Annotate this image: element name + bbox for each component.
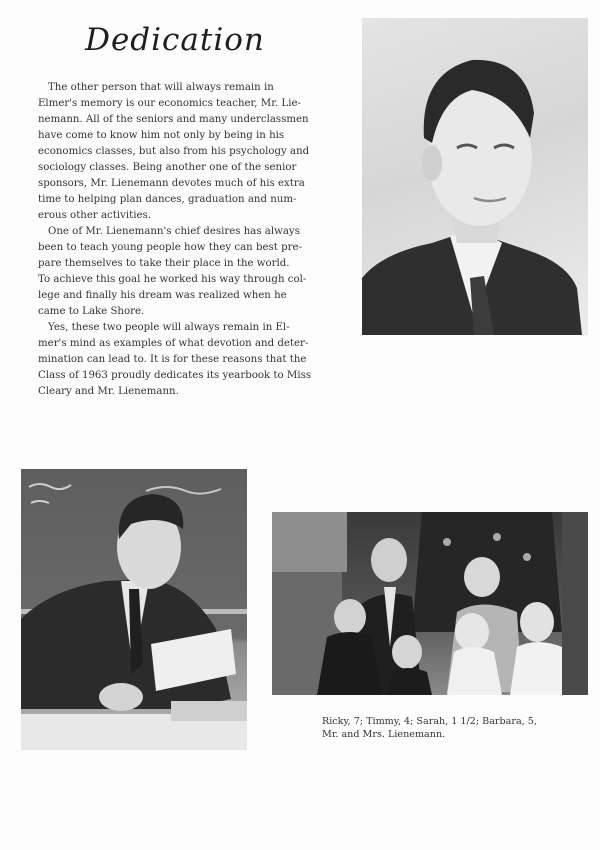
- text-line: One of Mr. Lienemann's chief desires has always: [48, 226, 300, 237]
- text-line: To achieve this goal he worked his way through col-: [38, 274, 307, 285]
- classroom-photo: [21, 469, 247, 750]
- text-line: sponsors, Mr. Lienemann devotes much of his extra: [38, 178, 305, 189]
- text-line: Class of 1963 proudly dedicates its yearbook to Miss: [38, 370, 312, 381]
- family-photo: [272, 512, 588, 695]
- text-line: came to Lake Shore.: [38, 306, 145, 317]
- caption-line: Mr. and Mrs. Lienemann.: [322, 729, 446, 740]
- caption-line: Ricky, 7; Timmy, 4; Sarah, 1 1/2; Barbara, 5,: [322, 716, 537, 727]
- family-photo-caption: [322, 715, 592, 741]
- family-illustration: [272, 512, 588, 695]
- text-line: sociology classes. Being another one of the senior: [38, 162, 297, 173]
- classroom-illustration: [21, 469, 247, 750]
- text-line: Cleary and Mr. Lienemann.: [38, 386, 179, 397]
- portrait-illustration: [362, 18, 588, 335]
- text-line: have come to know him not only by being in his: [38, 130, 285, 141]
- text-line: nemann. All of the seniors and many underclassmen: [38, 114, 309, 125]
- text-line: pare themselves to take their place in the world.: [38, 258, 290, 269]
- page-title: Dedication: [85, 22, 265, 58]
- text-line: been to teach young people how they can best pre-: [38, 242, 302, 253]
- paragraph-3: [38, 320, 338, 400]
- text-line: erous other activities.: [38, 210, 151, 221]
- text-line: time to helping plan dances, graduation and num-: [38, 194, 297, 205]
- paragraph-1: [38, 80, 338, 224]
- text-line: Elmer's memory is our economics teacher, Mr. Lie-: [38, 98, 301, 109]
- portrait-photo: [362, 18, 588, 335]
- text-line: economics classes, but also from his psychology and: [38, 146, 310, 157]
- text-line: Yes, these two people will always remain in El-: [48, 322, 290, 333]
- dedication-text: [38, 80, 338, 400]
- text-line: lege and finally his dream was realized when he: [38, 290, 287, 301]
- paragraph-2: [38, 224, 338, 320]
- text-line: mer's mind as examples of what devotion and deter-: [38, 338, 309, 349]
- text-line: mination can lead to. It is for these reasons that the: [38, 354, 307, 365]
- text-line: The other person that will always remain in: [48, 82, 274, 93]
